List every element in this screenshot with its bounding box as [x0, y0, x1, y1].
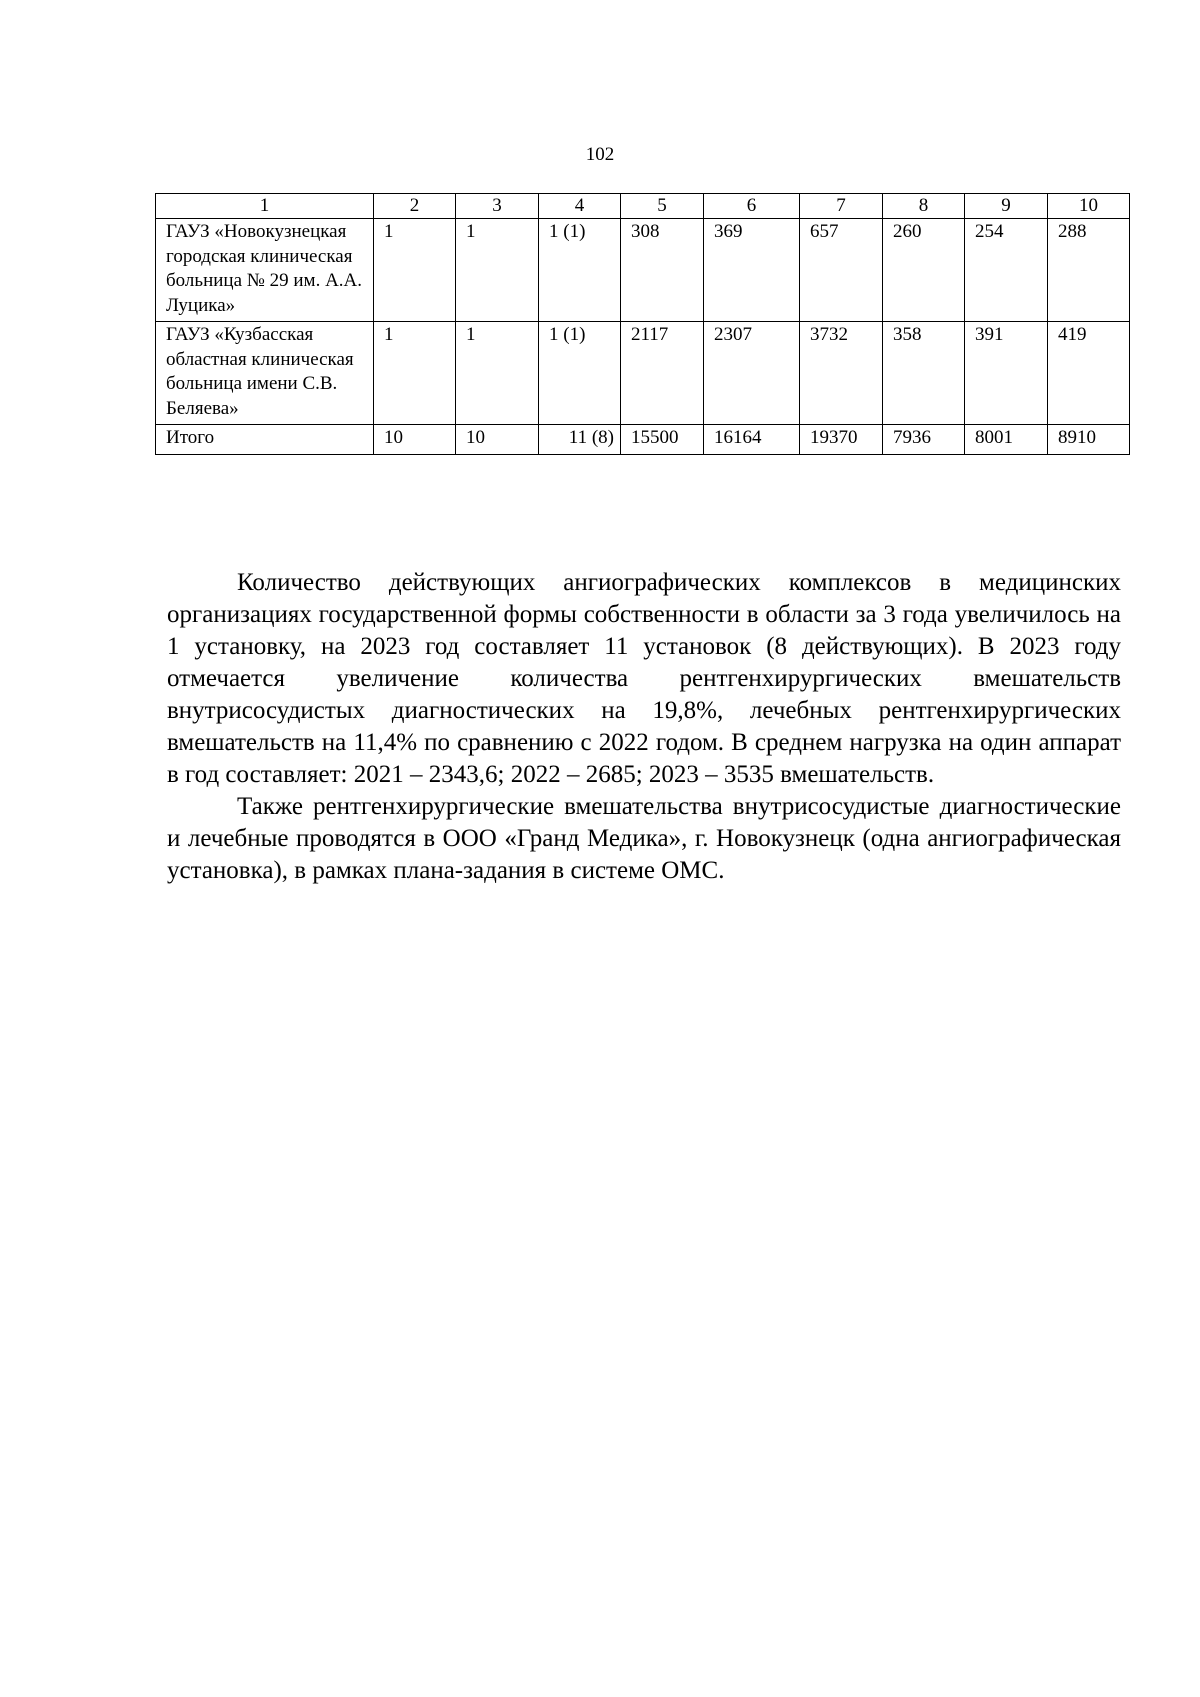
column-number: 7	[800, 194, 883, 219]
paragraph: Также рентгенхирургические вмешательства внутрисосудистые диагностические и лечебные проводятся в ООО «Гранд Медика», г. Новокузнецк (одна ангиографическая установка), в рамках плана-задания в системе ОМС.	[167, 793, 1121, 884]
column-number: 5	[621, 194, 704, 219]
table-cell: 308	[621, 219, 704, 322]
table-cell: 8001	[965, 425, 1048, 455]
table-cell: 2117	[621, 322, 704, 425]
table-cell: 358	[883, 322, 965, 425]
column-number: 8	[883, 194, 965, 219]
paragraph: Количество действующих ангиографических комплексов в медицинских организациях государственной формы собственности в области за 3 года увеличилось на 1 установку, на 2023 год составляет 11 установок (8 действующих). В 2023 году отмечается увеличение количества рентгенхирургических вмешательств внутрисосудистых диагностических на 19,8%, лечебных рентгенхирургических вмешательств на 11,4% по сравнению с 2022 годом. В среднем нагрузка на один аппарат в год составляет: 2021 – 2343,6; 2022 – 2685; 2023 – 3535 вмешательств.	[167, 569, 1121, 788]
table-cell: 15500	[621, 425, 704, 455]
column-number: 10	[1048, 194, 1130, 219]
table-row	[156, 322, 1130, 425]
table-cell: 3732	[800, 322, 883, 425]
table-cell: 391	[965, 322, 1048, 425]
data-table	[155, 193, 1130, 455]
table-cell: 11 (8)	[539, 425, 621, 455]
column-number: 3	[456, 194, 539, 219]
table-cell: 288	[1048, 219, 1130, 322]
table-cell: 2307	[704, 322, 800, 425]
table-cell: 10	[374, 425, 456, 455]
table-cell: 1	[374, 219, 456, 322]
table-cell: 1 (1)	[539, 219, 621, 322]
table-header-row	[156, 194, 1130, 219]
table-cell: 8910	[1048, 425, 1130, 455]
table-cell: 1	[374, 322, 456, 425]
table-cell: 1	[456, 322, 539, 425]
table-cell: 260	[883, 219, 965, 322]
body-text	[167, 567, 1121, 887]
table-cell: 369	[704, 219, 800, 322]
row-total-label: Итого	[156, 425, 374, 455]
row-organization-name: ГАУЗ «Новокузнецкая городская клиническая больница № 29 им. А.А. Луцика»	[156, 219, 374, 322]
page-number: 102	[585, 144, 615, 165]
table-cell: 7936	[883, 425, 965, 455]
column-number: 2	[374, 194, 456, 219]
table-cell: 1	[456, 219, 539, 322]
table-cell: 19370	[800, 425, 883, 455]
table-cell: 657	[800, 219, 883, 322]
table-cell: 10	[456, 425, 539, 455]
column-number: 6	[704, 194, 800, 219]
table-cell: 16164	[704, 425, 800, 455]
table-total-row	[156, 425, 1130, 455]
table-cell: 1 (1)	[539, 322, 621, 425]
row-organization-name: ГАУЗ «Кузбасская областная клиническая больница имени С.В. Беляева»	[156, 322, 374, 425]
table-cell: 419	[1048, 322, 1130, 425]
table-row	[156, 219, 1130, 322]
column-number: 9	[965, 194, 1048, 219]
column-number: 1	[156, 194, 374, 219]
table-cell: 254	[965, 219, 1048, 322]
column-number: 4	[539, 194, 621, 219]
